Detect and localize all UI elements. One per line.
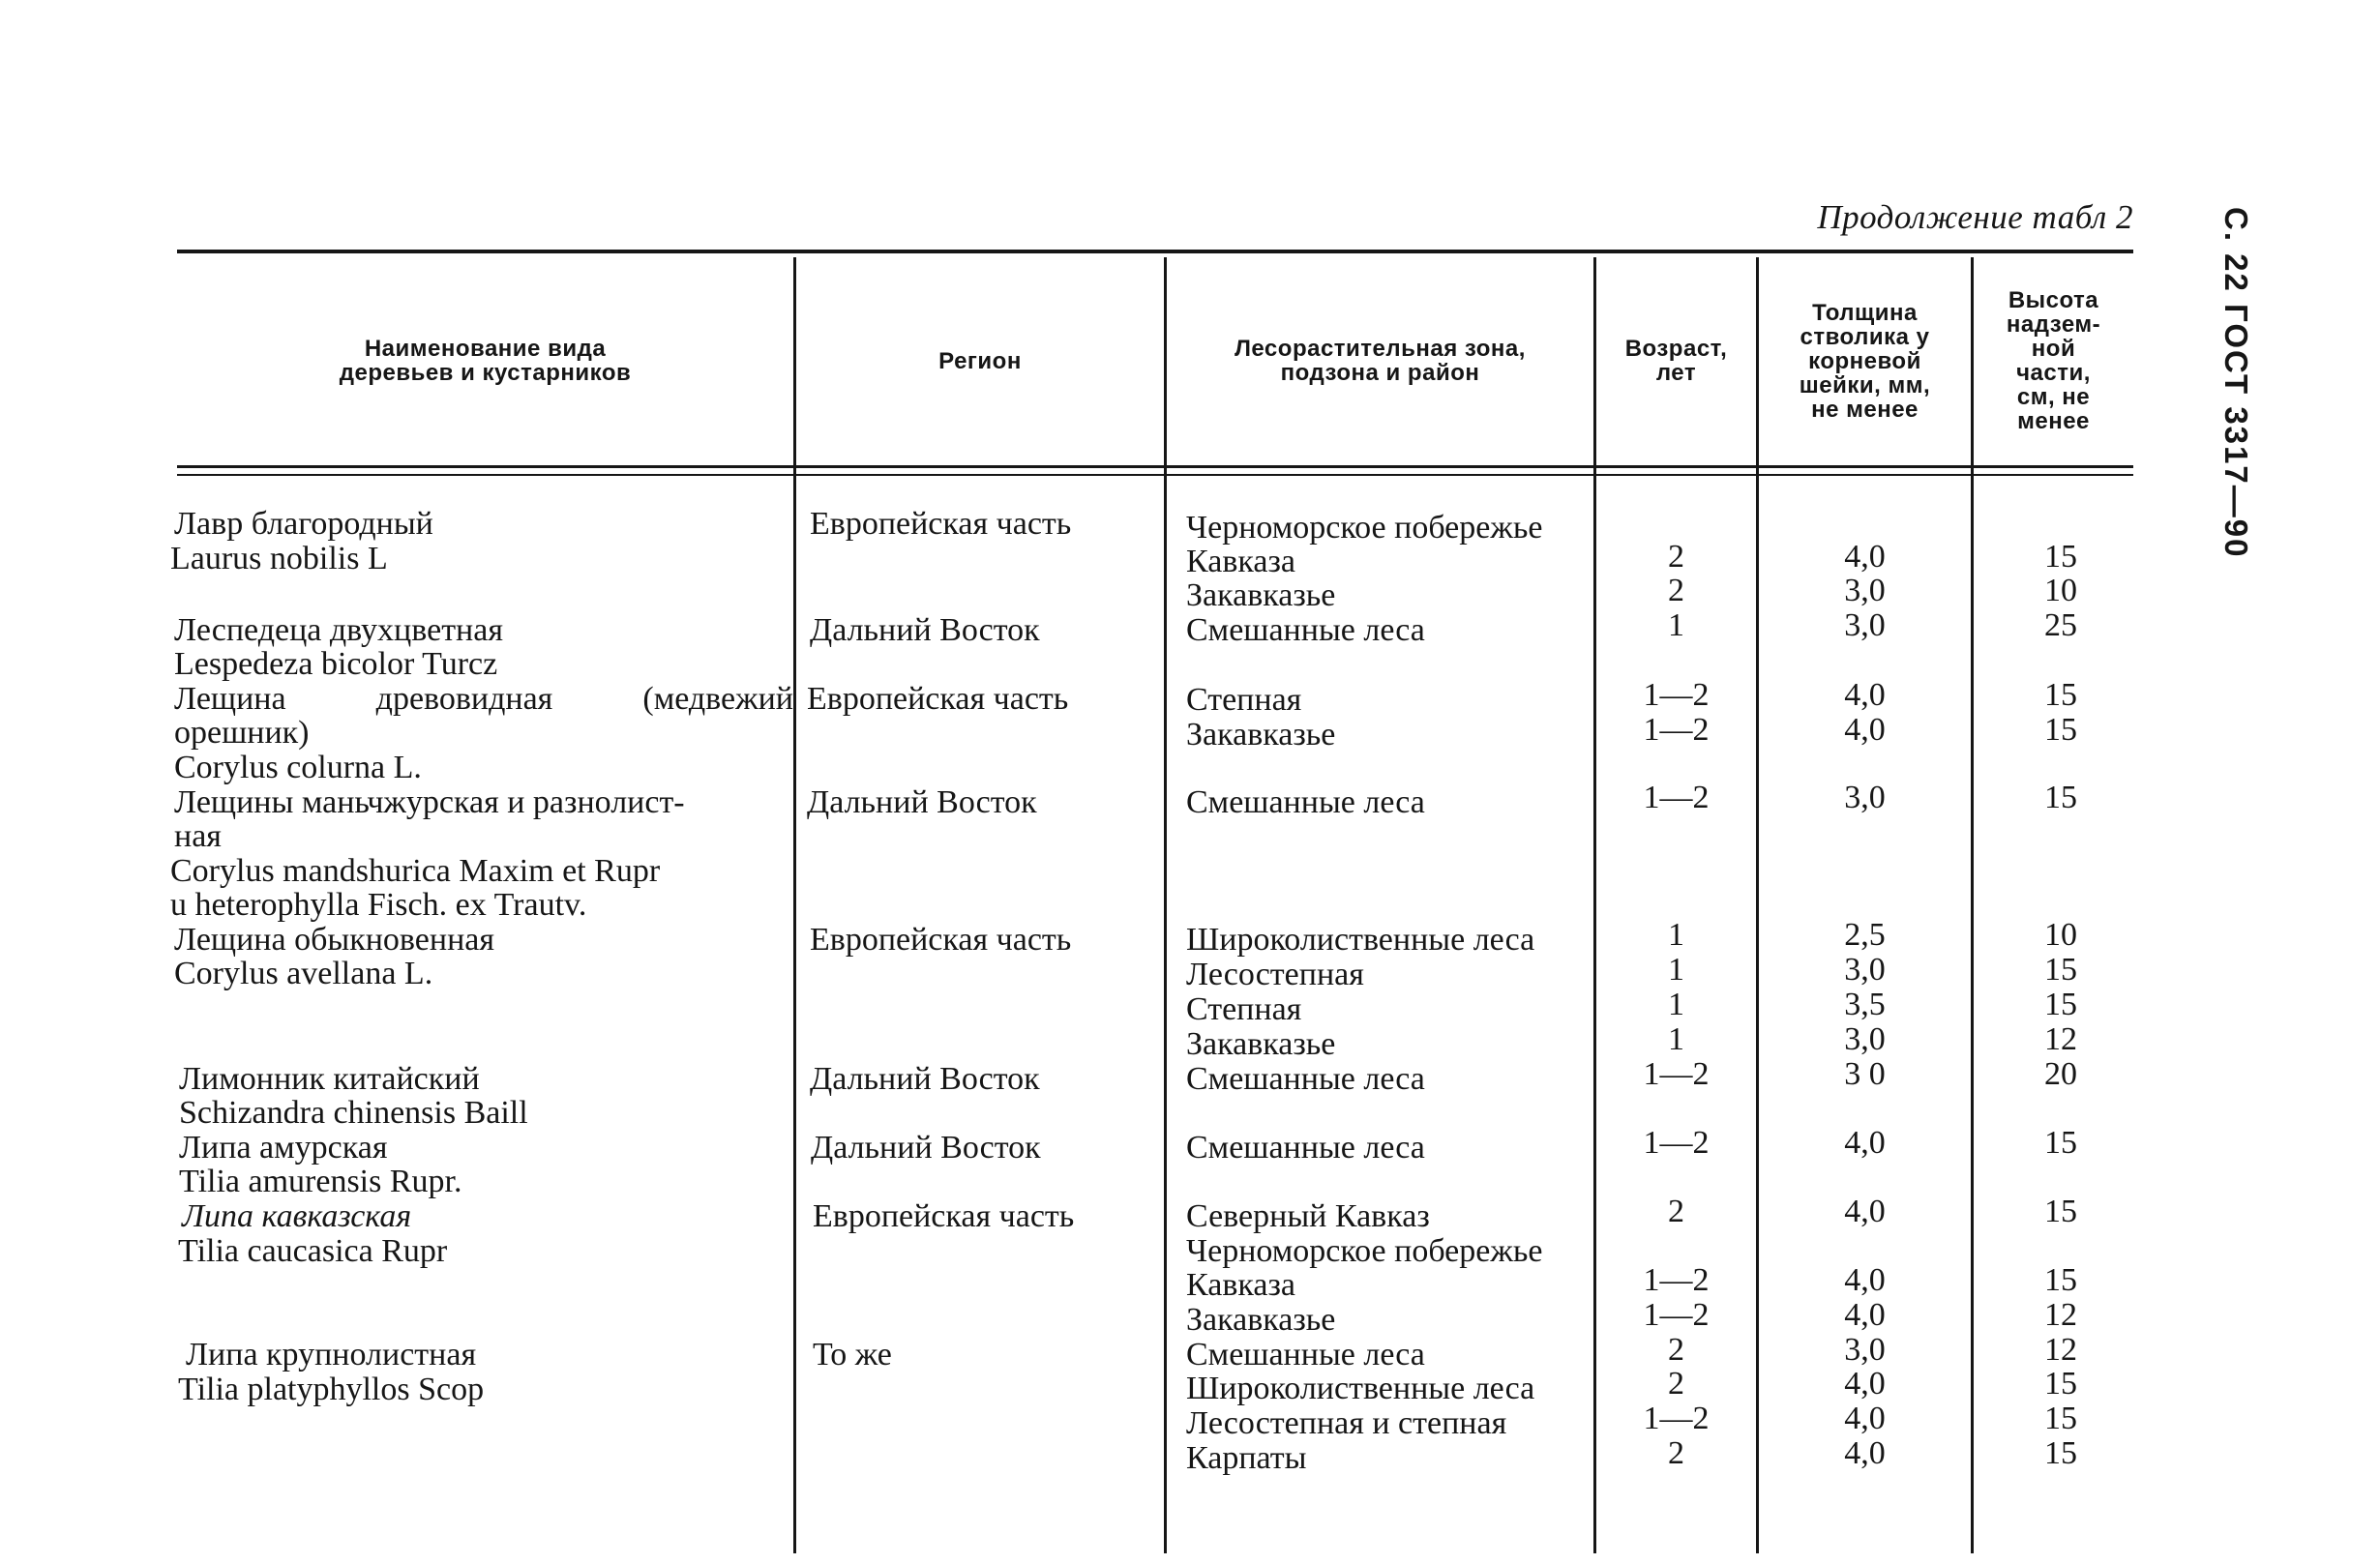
header-species-name: Наименование вида деревьев и кустарников [339, 336, 632, 386]
age-cell: 1—2 [1643, 677, 1710, 713]
stem-thickness-cell: 3,0 [1844, 952, 1886, 988]
page-number-standard-label: С. 22 ГОСТ 3317—90 [2218, 207, 2254, 559]
forest-zone-cell: Закавказье [1186, 1026, 1336, 1062]
height-cell: 15 [2044, 780, 2077, 815]
forest-zone-cell: Смешанные леса [1186, 612, 1425, 648]
age-cell: 2 [1668, 539, 1684, 575]
height-cell: 15 [2044, 1125, 2077, 1161]
age-cell: 1 [1668, 952, 1684, 988]
age-cell: 2 [1668, 1194, 1684, 1229]
species-name-word: Лещина [174, 681, 286, 717]
forest-zone-cell: Смешанные леса [1186, 1337, 1425, 1372]
stem-thickness-cell: 4,0 [1844, 1401, 1886, 1436]
species-latin-name: Corylus colurna L. [174, 750, 422, 785]
forest-zone-cell: Закавказье [1186, 717, 1336, 752]
forest-zone-cell: Кавказа [1186, 1267, 1295, 1303]
height-cell: 20 [2044, 1056, 2077, 1092]
species-name-line: Липа кавказская [182, 1198, 412, 1234]
age-cell: 1—2 [1643, 1401, 1710, 1436]
species-name-line: ная [174, 818, 222, 854]
forest-zone-cell: Степная [1186, 991, 1302, 1027]
header-forest-zone: Лесорастительная зона, подзона и район [1235, 336, 1526, 386]
age-cell: 1—2 [1643, 1262, 1710, 1298]
height-cell: 10 [2044, 917, 2077, 953]
age-cell: 1—2 [1643, 1056, 1710, 1092]
age-cell: 2 [1668, 1366, 1684, 1402]
stem-thickness-cell: 4,0 [1844, 1435, 1886, 1471]
species-name-line: Лещина обыкновенная [174, 922, 495, 958]
forest-zone-cell: Карпаты [1186, 1440, 1307, 1476]
stem-thickness-cell: 3,0 [1844, 1332, 1886, 1368]
age-cell: 1—2 [1643, 780, 1710, 815]
species-name-word: древовидная [375, 681, 553, 717]
forest-zone-cell: Широколиственные леса [1186, 1371, 1535, 1406]
region-cell: Дальний Восток [810, 1061, 1040, 1097]
region-cell: Европейская часть [810, 506, 1072, 542]
stem-thickness-cell: 4,0 [1844, 712, 1886, 748]
forest-zone-cell: Закавказье [1186, 577, 1336, 613]
stem-thickness-cell: 4,0 [1844, 677, 1886, 713]
forest-zone-cell: Степная [1186, 682, 1302, 718]
header-height: Высота надзем- ной части, см, не менее [2006, 287, 2101, 434]
species-latin-name: Corylus mandshurica Maxim et Rupr [170, 853, 661, 889]
stem-thickness-cell: 3,0 [1844, 573, 1886, 608]
header-stem-thickness: Толщина стволика у корневой шейки, мм, не менее [1799, 299, 1931, 423]
species-latin-name: Tilia amurensis Rupr. [179, 1164, 462, 1199]
species-name-line: Липа амурская [179, 1130, 388, 1166]
age-cell: 1 [1668, 917, 1684, 953]
height-cell: 15 [2044, 539, 2077, 575]
species-name-line [174, 682, 793, 717]
species-name-line: Лавр благородный [174, 506, 433, 542]
species-latin-name: Tilia platyphyllos Scop [178, 1372, 485, 1407]
forest-zone-cell: Закавказье [1186, 1302, 1336, 1338]
species-latin-name: Laurus nobilis L [170, 541, 388, 576]
stem-thickness-cell: 4,0 [1844, 1297, 1886, 1333]
stem-thickness-cell: 4,0 [1844, 1125, 1886, 1161]
age-cell: 1 [1668, 607, 1684, 643]
height-cell: 15 [2044, 1401, 2077, 1436]
species-name-line: Лимонник китайский [179, 1061, 480, 1097]
height-cell: 12 [2044, 1297, 2077, 1333]
forest-zone-cell: Северный Кавказ [1186, 1198, 1430, 1234]
region-cell: Европейская часть [810, 922, 1072, 958]
species-name-line: орешник) [174, 715, 310, 751]
species-latin-name: Schizandra chinensis Baill [179, 1095, 528, 1131]
stem-thickness-cell: 3 0 [1844, 1056, 1886, 1092]
table-continuation-caption: Продолжение табл 2 [1817, 198, 2133, 236]
height-cell: 15 [2044, 1262, 2077, 1298]
height-cell: 15 [2044, 712, 2077, 748]
stem-thickness-cell: 3,0 [1844, 1021, 1886, 1057]
stem-thickness-cell: 3,5 [1844, 987, 1886, 1022]
species-latin-name: Tilia caucasica Rupr [178, 1233, 448, 1269]
region-cell: Дальний Восток [811, 1130, 1041, 1166]
stem-thickness-cell: 3,0 [1844, 607, 1886, 643]
forest-zone-cell: Кавказа [1186, 544, 1295, 579]
table-top-rule [177, 250, 2133, 253]
height-cell: 15 [2044, 677, 2077, 713]
header-bottom-rule [177, 465, 2133, 468]
age-cell: 2 [1668, 1332, 1684, 1368]
species-name-line: Леспедеца двухцветная [174, 612, 503, 648]
height-cell: 15 [2044, 952, 2077, 988]
forest-zone-cell: Лесостепная [1186, 957, 1364, 992]
forest-zone-cell: Смешанные леса [1186, 1130, 1425, 1166]
header-bottom-rule-double [177, 474, 2133, 476]
species-latin-name: u heterophylla Fisch. ex Trautv. [170, 887, 587, 923]
stem-thickness-cell: 4,0 [1844, 1262, 1886, 1298]
stem-thickness-cell: 4,0 [1844, 1366, 1886, 1402]
height-cell: 12 [2044, 1021, 2077, 1057]
header-age: Возраст, лет [1624, 336, 1728, 386]
species-name-line: Липа крупнолистная [186, 1337, 477, 1372]
species-latin-name: Corylus avellana L. [174, 956, 433, 991]
height-cell: 10 [2044, 573, 2077, 608]
height-cell: 15 [2044, 987, 2077, 1022]
height-cell: 15 [2044, 1366, 2077, 1402]
forest-zone-cell: Широколиственные леса [1186, 922, 1535, 958]
region-cell: Дальний Восток [810, 612, 1040, 648]
height-cell: 25 [2044, 607, 2077, 643]
age-cell: 1 [1668, 987, 1684, 1022]
age-cell: 1—2 [1643, 1297, 1710, 1333]
header-region: Регион [938, 347, 1022, 374]
species-name-line: Лещины маньчжурская и разнолист- [174, 784, 685, 820]
region-cell: Европейская часть [807, 681, 1069, 717]
age-cell: 1—2 [1643, 1125, 1710, 1161]
age-cell: 2 [1668, 573, 1684, 608]
species-name-word: (медвежий [642, 681, 793, 717]
stem-thickness-cell: 3,0 [1844, 780, 1886, 815]
region-cell: Дальний Восток [807, 784, 1037, 820]
forest-zone-cell: Черноморское побережье [1186, 510, 1543, 546]
height-cell: 15 [2044, 1194, 2077, 1229]
region-cell: То же [813, 1337, 892, 1372]
stem-thickness-cell: 4,0 [1844, 539, 1886, 575]
forest-zone-cell: Черноморское побережье [1186, 1233, 1543, 1269]
stem-thickness-cell: 2,5 [1844, 917, 1886, 953]
region-cell: Европейская часть [813, 1198, 1075, 1234]
height-cell: 15 [2044, 1435, 2077, 1471]
age-cell: 1 [1668, 1021, 1684, 1057]
age-cell: 2 [1668, 1435, 1684, 1471]
height-cell: 12 [2044, 1332, 2077, 1368]
age-cell: 1—2 [1643, 712, 1710, 748]
forest-zone-cell: Лесостепная и степная [1186, 1405, 1507, 1441]
stem-thickness-cell: 4,0 [1844, 1194, 1886, 1229]
forest-zone-cell: Смешанные леса [1186, 1061, 1425, 1097]
forest-zone-cell: Смешанные леса [1186, 784, 1425, 820]
species-latin-name: Lespedeza bicolor Turcz [174, 646, 498, 682]
